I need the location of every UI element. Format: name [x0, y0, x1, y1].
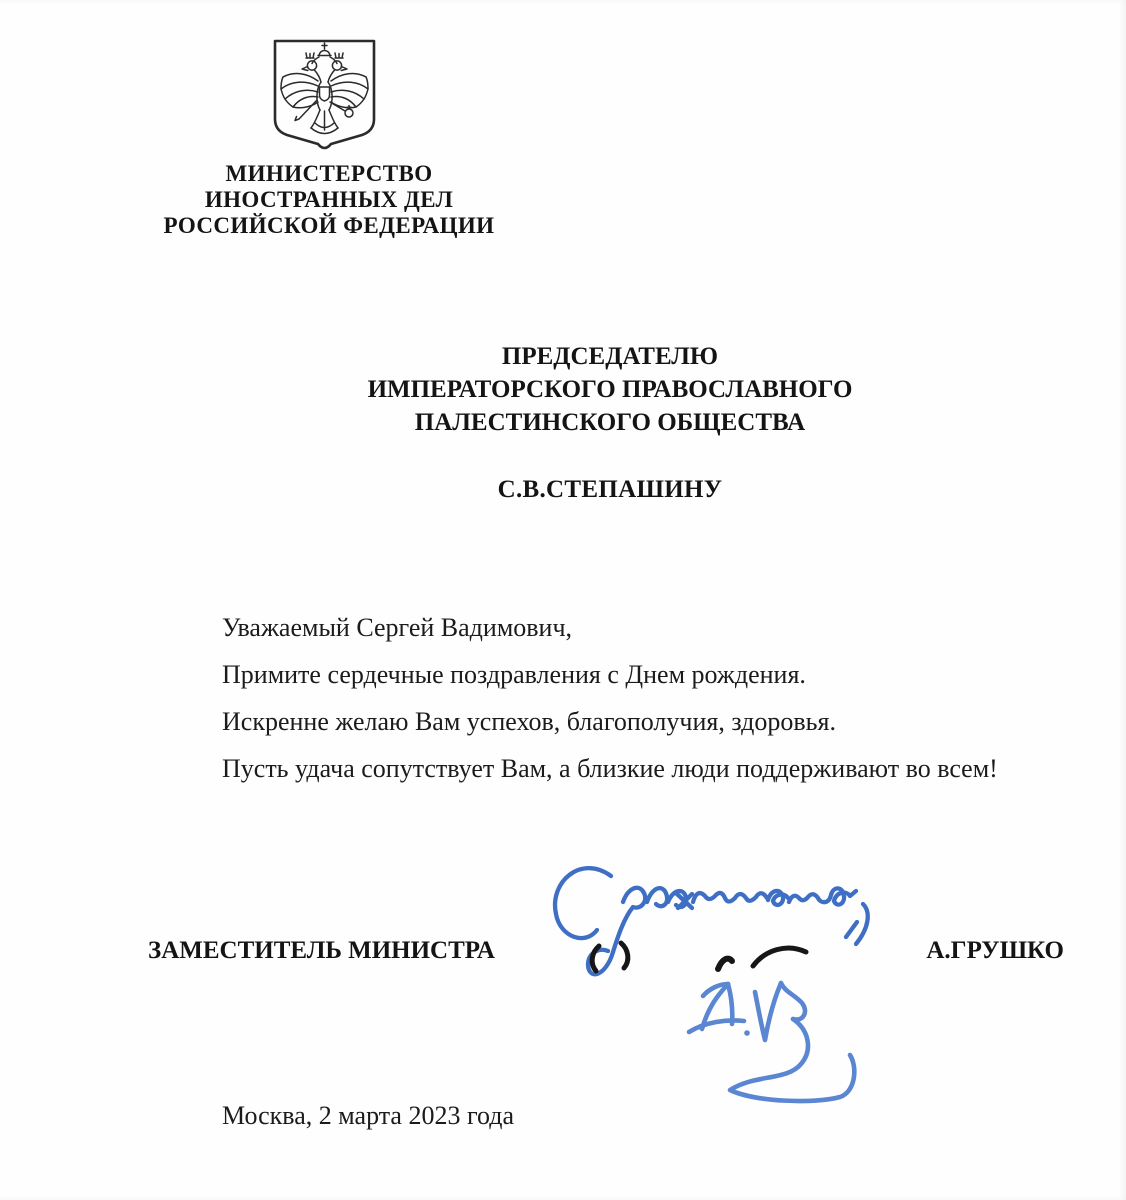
body-line-2: Искренне желаю Вам успехов, благополучия, здоровья. [222, 707, 836, 736]
addressee-name: С.В.СТЕПАШИНУ [497, 476, 723, 503]
ministry-line-1: МИНИСТЕРСТВО [225, 161, 433, 186]
letterhead-ministry [129, 161, 529, 239]
signer-name: А.ГРУШКО [926, 937, 1064, 964]
letter-body [222, 604, 1062, 792]
handwritten-signature [525, 852, 895, 1104]
ministry-line-2: ИНОСТРАННЫХ ДЕЛ [204, 187, 454, 212]
ministry-line-3: РОССИЙСКОЙ ФЕДЕРАЦИИ [163, 213, 495, 238]
addressee-line-2: ИМПЕРАТОРСКОГО ПРАВОСЛАВНОГО [367, 376, 853, 403]
body-line-1: Примите сердечные поздравления с Днем рождения. [222, 660, 806, 689]
addressee-line-3: ПАЛЕСТИНСКОГО ОБЩЕСТВА [414, 409, 806, 436]
body-line-3: Пусть удача сопутствует Вам, а близкие люди поддерживают во всем! [222, 754, 998, 783]
salutation: Уважаемый Сергей Вадимович, [222, 613, 573, 642]
addressee-line-1: ПРЕДСЕДАТЕЛЮ [501, 343, 719, 370]
coat-of-arms-icon [268, 36, 381, 155]
signer-title: ЗАМЕСТИТЕЛЬ МИНИСТРА [148, 937, 495, 964]
addressee-block [308, 340, 912, 439]
dateline: Москва, 2 марта 2023 года [222, 1101, 514, 1130]
